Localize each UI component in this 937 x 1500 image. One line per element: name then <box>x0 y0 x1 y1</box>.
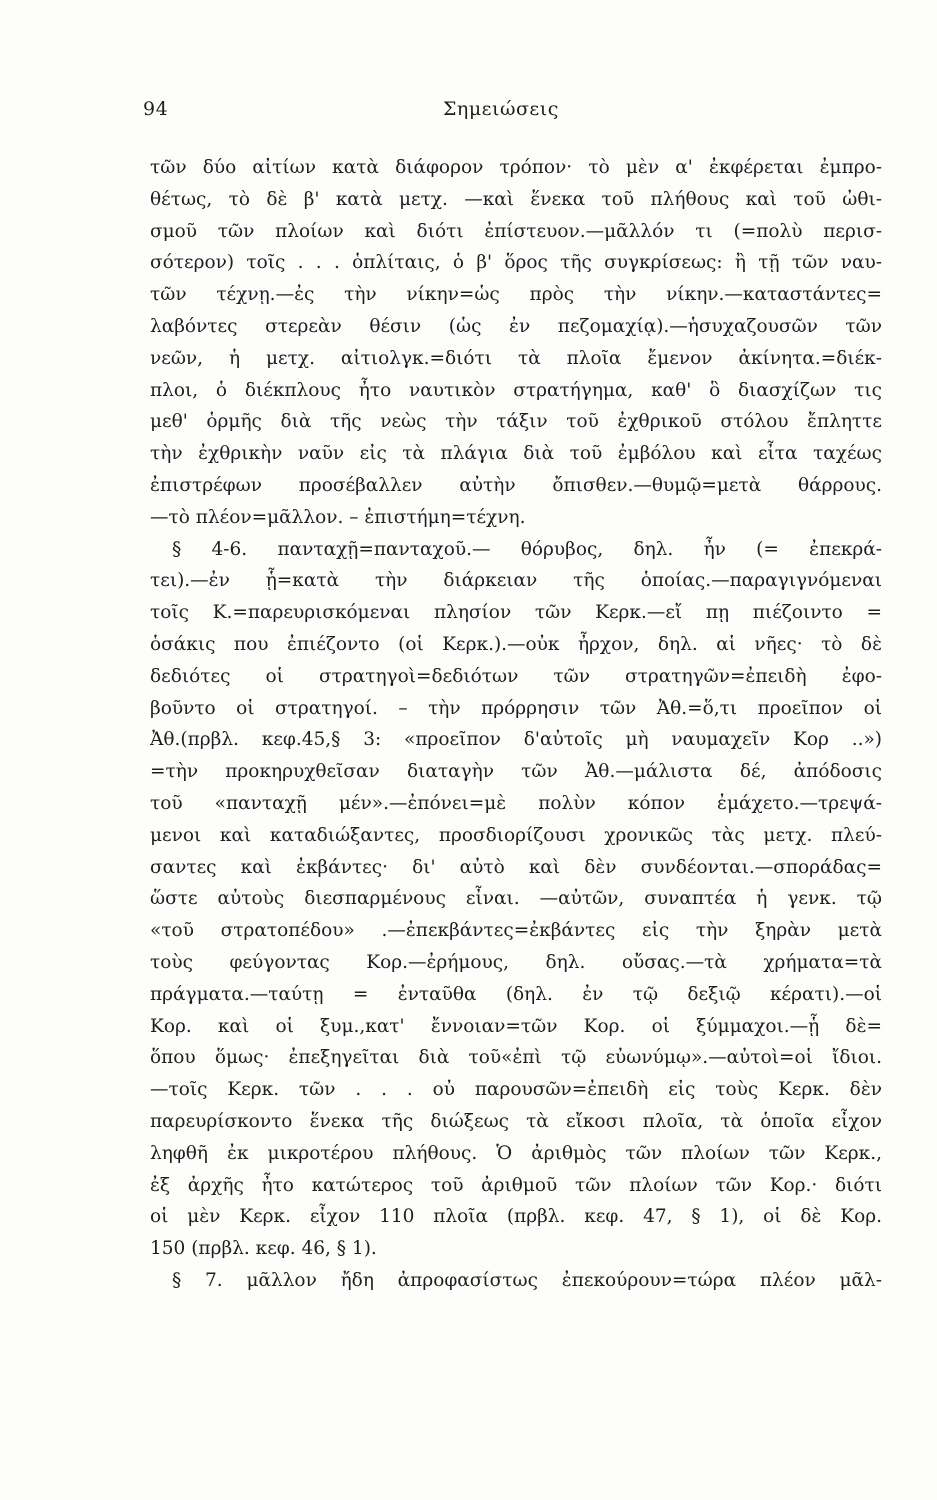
text-line: σαντες καὶ ἐκβάντες· δι' αὐτὸ καὶ δὲν συνδέονται.—σποράδας= <box>150 856 882 878</box>
text-line: τῶν δύο αἰτίων κατὰ διάφορον τρόπον· τὸ μὲν α' ἐκφέρεται ἐμπρο- <box>150 157 882 178</box>
text-line: § 4-6. πανταχῇ=πανταχοῦ.— θόρυβος, δηλ. ἦν (= ἐπεκρά- <box>172 538 882 560</box>
body-text <box>150 152 882 1297</box>
text-line: μεθ' ὁρμῆς διὰ τῆς νεὼς τὴν τάξιν τοῦ ἐχθρικοῦ στόλου ἔπληττε <box>150 411 882 433</box>
text-line: ληφθῆ ἐκ μικροτέρου πλήθους. Ὁ ἀριθμὸς τῶν πλοίων τῶν Κερκ., <box>150 1142 882 1164</box>
text-line: 150 (πρβλ. κεφ. 46, § 1). <box>150 1238 377 1260</box>
text-line: νεῶν, ἡ μετχ. αἰτιολγκ.=διότι τὰ πλοῖα ἔμενον ἀκίνητα.=διέκ- <box>150 347 882 369</box>
text-line: ὅπου ὅμως· ἐπεξηγεῖται διὰ τοῦ«ἐπὶ τῷ εὐωνύμῳ».—αὐτοὶ=οἱ ἴδιοι. <box>150 1047 882 1069</box>
text-line: δεδιότες οἱ στρατηγοὶ=δεδιότων τῶν στρατηγῶν=ἐπειδὴ ἐφο- <box>150 665 882 687</box>
text-line: τοῖς Κ.=παρευρισκόμεναι πλησίον τῶν Κερκ.—εἴ πῃ πιέζοιντο = <box>150 602 882 624</box>
text-line: τει).—ἐν ᾗ=κατὰ τὴν διάρκειαν τῆς ὁποίας.—παραγιγνόμεναι <box>150 570 882 592</box>
text-line: οἱ μὲν Κερκ. εἶχον 110 πλοῖα (πρβλ. κεφ. 47, § 1), οἱ δὲ Κορ. <box>150 1206 882 1228</box>
text-line: πράγματα.—ταύτῃ = ἐνταῦθα (δηλ. ἐν τῷ δεξιῷ κέρατι).—οἱ <box>150 983 882 1005</box>
text-line: τὴν ἐχθρικὴν ναῦν εἰς τὰ πλάγια διὰ τοῦ ἐμβόλου καὶ εἶτα ταχέως <box>150 443 882 465</box>
text-line: —τὸ πλέον=μᾶλλον. – ἐπιστήμη=τέχνη. <box>150 506 526 528</box>
page-header <box>143 98 883 128</box>
text-line: τοὺς φεύγοντας Κορ.—ἐρήμους, δηλ. οὔσας.—τὰ χρήματα=τὰ <box>150 951 882 973</box>
text-line: σμοῦ τῶν πλοίων καὶ διότι ἐπίστευον.—μᾶλλόν τι (=πολὺ περισ- <box>150 220 882 242</box>
text-line: «τοῦ στρατοπέδου» .—ἐπεκβάντες=ἐκβάντες εἰς τὴν ξηρὰν μετὰ <box>150 920 882 942</box>
text-line: τοῦ «πανταχῇ μέν».—ἐπόνει=μὲ πολὺν κόπον ἐμάχετο.—τρεψά- <box>150 792 882 814</box>
text-line: πλοι, ὁ διέκπλους ἦτο ναυτικὸν στρατήγημα, καθ' ὃ διασχίζων τις <box>150 379 882 401</box>
text-line: παρευρίσκοντο ἕνεκα τῆς διώξεως τὰ εἴκοσι πλοῖα, τὰ ὁποῖα εἶχον <box>150 1110 882 1132</box>
text-line: σότερον) τοῖς . . . ὁπλίταις, ὁ β' ὅρος τῆς συγκρίσεως: ἢ τῇ τῶν ναυ- <box>150 252 882 274</box>
running-title: Σημειώσεις <box>443 98 559 120</box>
text-line: θέτως, τὸ δὲ β' κατὰ μετχ. —καὶ ἕνεκα τοῦ πλήθους καὶ τοῦ ὠθι- <box>150 188 882 210</box>
text-line: βοῦντο οἱ στρατηγοί. – τὴν πρόρρησιν τῶν Ἀθ.=ὅ,τι προεῖπον οἱ <box>150 697 882 719</box>
text-line: Ἀθ.(πρβλ. κεφ.45,§ 3: «προεῖπον δ'αὐτοῖς μὴ ναυμαχεῖν Κορ ..») <box>150 729 882 751</box>
text-line: ὁσάκις που ἐπιέζοντο (οἱ Κερκ.).—οὐκ ἦρχον, δηλ. αἱ νῆες· τὸ δὲ <box>150 633 882 655</box>
text-line: μενοι καὶ καταδιώξαντες, προσδιορίζουσι χρονικῶς τὰς μετχ. πλεύ- <box>150 824 882 846</box>
text-line: Κορ. καὶ οἱ ξυμ.,κατ' ἔννοιαν=τῶν Κορ. οἱ ξύμμαχοι.—ᾗ δὲ= <box>150 1015 882 1037</box>
text-line: ἐπιστρέφων προσέβαλλεν αὐτὴν ὄπισθεν.—θυμῷ=μετὰ θάρρους. <box>150 474 882 496</box>
text-line: =τὴν προκηρυχθεῖσαν διαταγὴν τῶν Ἀθ.—μάλιστα δέ, ἀπόδοσις <box>150 761 882 783</box>
text-line: ἐξ ἀρχῆς ἦτο κατώτερος τοῦ ἀριθμοῦ τῶν πλοίων τῶν Κορ.· διότι <box>150 1174 882 1196</box>
page-number: 94 <box>143 98 169 120</box>
text-line: λαβόντες στερεὰν θέσιν (ὡς ἐν πεζομαχίᾳ).—ἡσυχαζουσῶν τῶν <box>150 315 882 337</box>
text-line: τῶν τέχνῃ.—ἐς τὴν νίκην=ὡς πρὸς τὴν νίκην.—καταστάντες= <box>150 284 882 306</box>
text-line: ὥστε αὐτοὺς διεσπαρμένους εἶναι. —αὐτῶν, συναπτέα ἡ γενκ. τῷ <box>150 888 882 910</box>
text-line: —τοῖς Κερκ. τῶν . . . οὐ παρουσῶν=ἐπειδὴ εἰς τοὺς Κερκ. δὲν <box>150 1079 882 1101</box>
text-line: § 7. μᾶλλον ἤδη ἀπροφασίστως ἐπεκούρουν=τώρα πλέον μᾶλ- <box>172 1269 882 1291</box>
